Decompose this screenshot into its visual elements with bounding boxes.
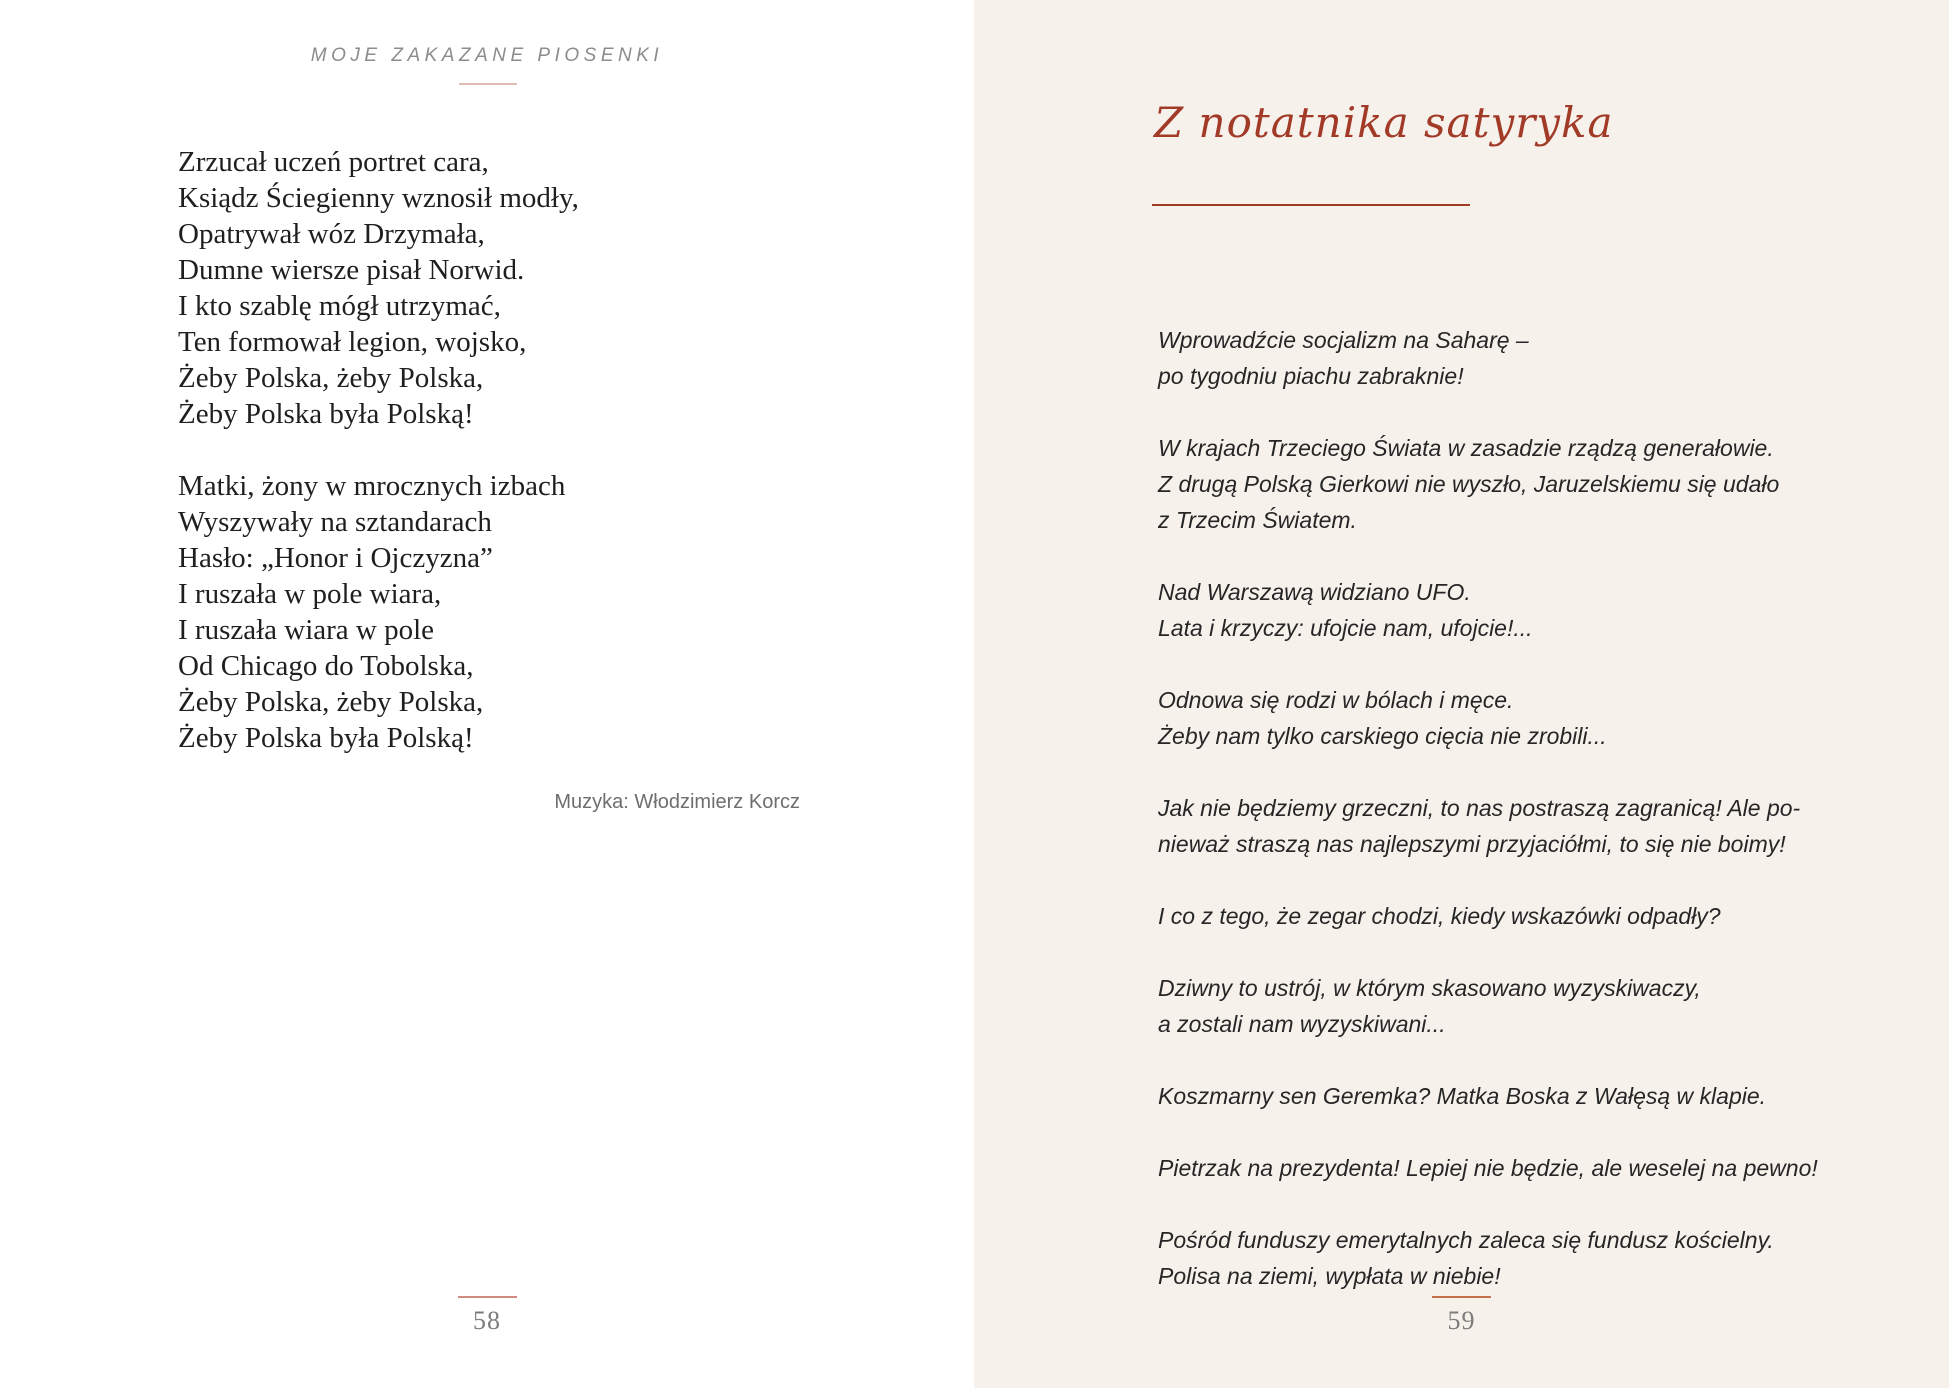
aphorism-line: Odnowa się rodzi w bólach i męce.: [1158, 687, 1514, 713]
aphorism: [1158, 970, 1818, 1042]
running-header: MOJE ZAKAZANE PIOSENKI: [310, 45, 664, 66]
poem-line: I kto szablę mógł utrzymać,: [178, 290, 501, 322]
stanza: [178, 468, 800, 756]
aphorism-line: W krajach Trzeciego Świata w zasadzie rządzą generałowie.: [1158, 435, 1774, 461]
poem-line: Ksiądz Ściegienny wznosił modły,: [178, 182, 579, 214]
aphorism-line: nieważ straszą nas najlepszymi przyjaciółmi, to się nie boimy!: [1158, 831, 1786, 857]
aphorism-line: z Trzecim Światem.: [1158, 507, 1357, 533]
footer-rule: [458, 1296, 517, 1298]
poem-line: Opatrywał wóz Drzymała,: [178, 218, 485, 250]
aphorism: [1158, 430, 1818, 538]
poem-line: Żeby Polska, żeby Polska,: [178, 362, 484, 394]
left-footer: [0, 1296, 974, 1336]
aphorism-line: po tygodniu piachu zabraknie!: [1158, 363, 1464, 389]
right-page: [974, 0, 1949, 1388]
aphorism: [1158, 790, 1818, 862]
aphorism-line: Pietrzak na prezydenta! Lepiej nie będzie, ale weselej na pewno!: [1158, 1155, 1818, 1181]
aphorisms: [1158, 322, 1818, 1294]
poem-line: Hasło: „Honor i Ojczyzna”: [178, 542, 493, 574]
poem-stanzas: [178, 144, 800, 756]
aphorism-line: Jak nie będziemy grzeczni, to nas postraszą zagranicą! Ale po-: [1158, 795, 1801, 821]
section-title-rule: [1152, 204, 1470, 206]
aphorism-line: Koszmarny sen Geremka? Matka Boska z Wałęsą w klapie.: [1158, 1083, 1767, 1109]
aphorism-line: Pośród funduszy emerytalnych zaleca się fundusz kościelny.: [1158, 1227, 1774, 1253]
poem-line: Żeby Polska była Polską!: [178, 722, 474, 754]
aphorism-line: Dziwny to ustrój, w którym skasowano wyzyskiwaczy,: [1158, 975, 1701, 1001]
page-number: 59: [1447, 1306, 1476, 1335]
poem-line: Zrzucał uczeń portret cara,: [178, 146, 489, 178]
poem-line: I ruszała wiara w pole: [178, 614, 435, 646]
poem-line: Wyszywały na sztandarach: [178, 506, 492, 538]
poem-line: Ten formował legion, wojsko,: [178, 326, 527, 358]
stanza: [178, 144, 800, 432]
aphorism-line: Nad Warszawą widziano UFO.: [1158, 579, 1471, 605]
aphorism-line: Żeby nam tylko carskiego cięcia nie zrobili...: [1158, 723, 1607, 749]
poem-line: I ruszała w pole wiara,: [178, 578, 442, 610]
section-title: Z notatnika satyryka: [1154, 98, 1614, 147]
poem-line: Żeby Polska, żeby Polska,: [178, 686, 484, 718]
aphorism: [1158, 898, 1818, 934]
page-number: 58: [473, 1306, 501, 1335]
aphorism-line: Z drugą Polską Gierkowi nie wyszło, Jaruzelskiemu się udało: [1158, 471, 1780, 497]
aphorism-line: I co z tego, że zegar chodzi, kiedy wskazówki odpadły?: [1158, 903, 1721, 929]
aphorism: [1158, 1078, 1818, 1114]
poem-line: Matki, żony w mrocznych izbach: [178, 470, 566, 502]
aphorism-line: Wprowadźcie socjalizm na Saharę –: [1158, 327, 1529, 353]
aphorism: [1158, 1150, 1818, 1186]
aphorism-line: Polisa na ziemi, wypłata w niebie!: [1158, 1263, 1501, 1289]
aphorism: [1158, 1222, 1818, 1294]
aphorism-line: Lata i krzyczy: ufojcie nam, ufojcie!...: [1158, 615, 1533, 641]
poem: [178, 144, 800, 820]
running-header-rule: [459, 83, 517, 85]
left-page: [0, 0, 974, 1388]
poem-line: Od Chicago do Tobolska,: [178, 650, 474, 682]
right-footer: [974, 1296, 1949, 1336]
footer-rule: [1432, 1296, 1491, 1298]
poem-line: Żeby Polska była Polską!: [178, 398, 474, 430]
poem-line: Dumne wiersze pisał Norwid.: [178, 254, 525, 286]
aphorism-line: a zostali nam wyzyskiwani...: [1158, 1011, 1446, 1037]
attribution: Muzyka: Włodzimierz Korcz: [554, 791, 800, 813]
aphorism: [1158, 574, 1818, 646]
aphorism: [1158, 682, 1818, 754]
aphorism: [1158, 322, 1818, 394]
